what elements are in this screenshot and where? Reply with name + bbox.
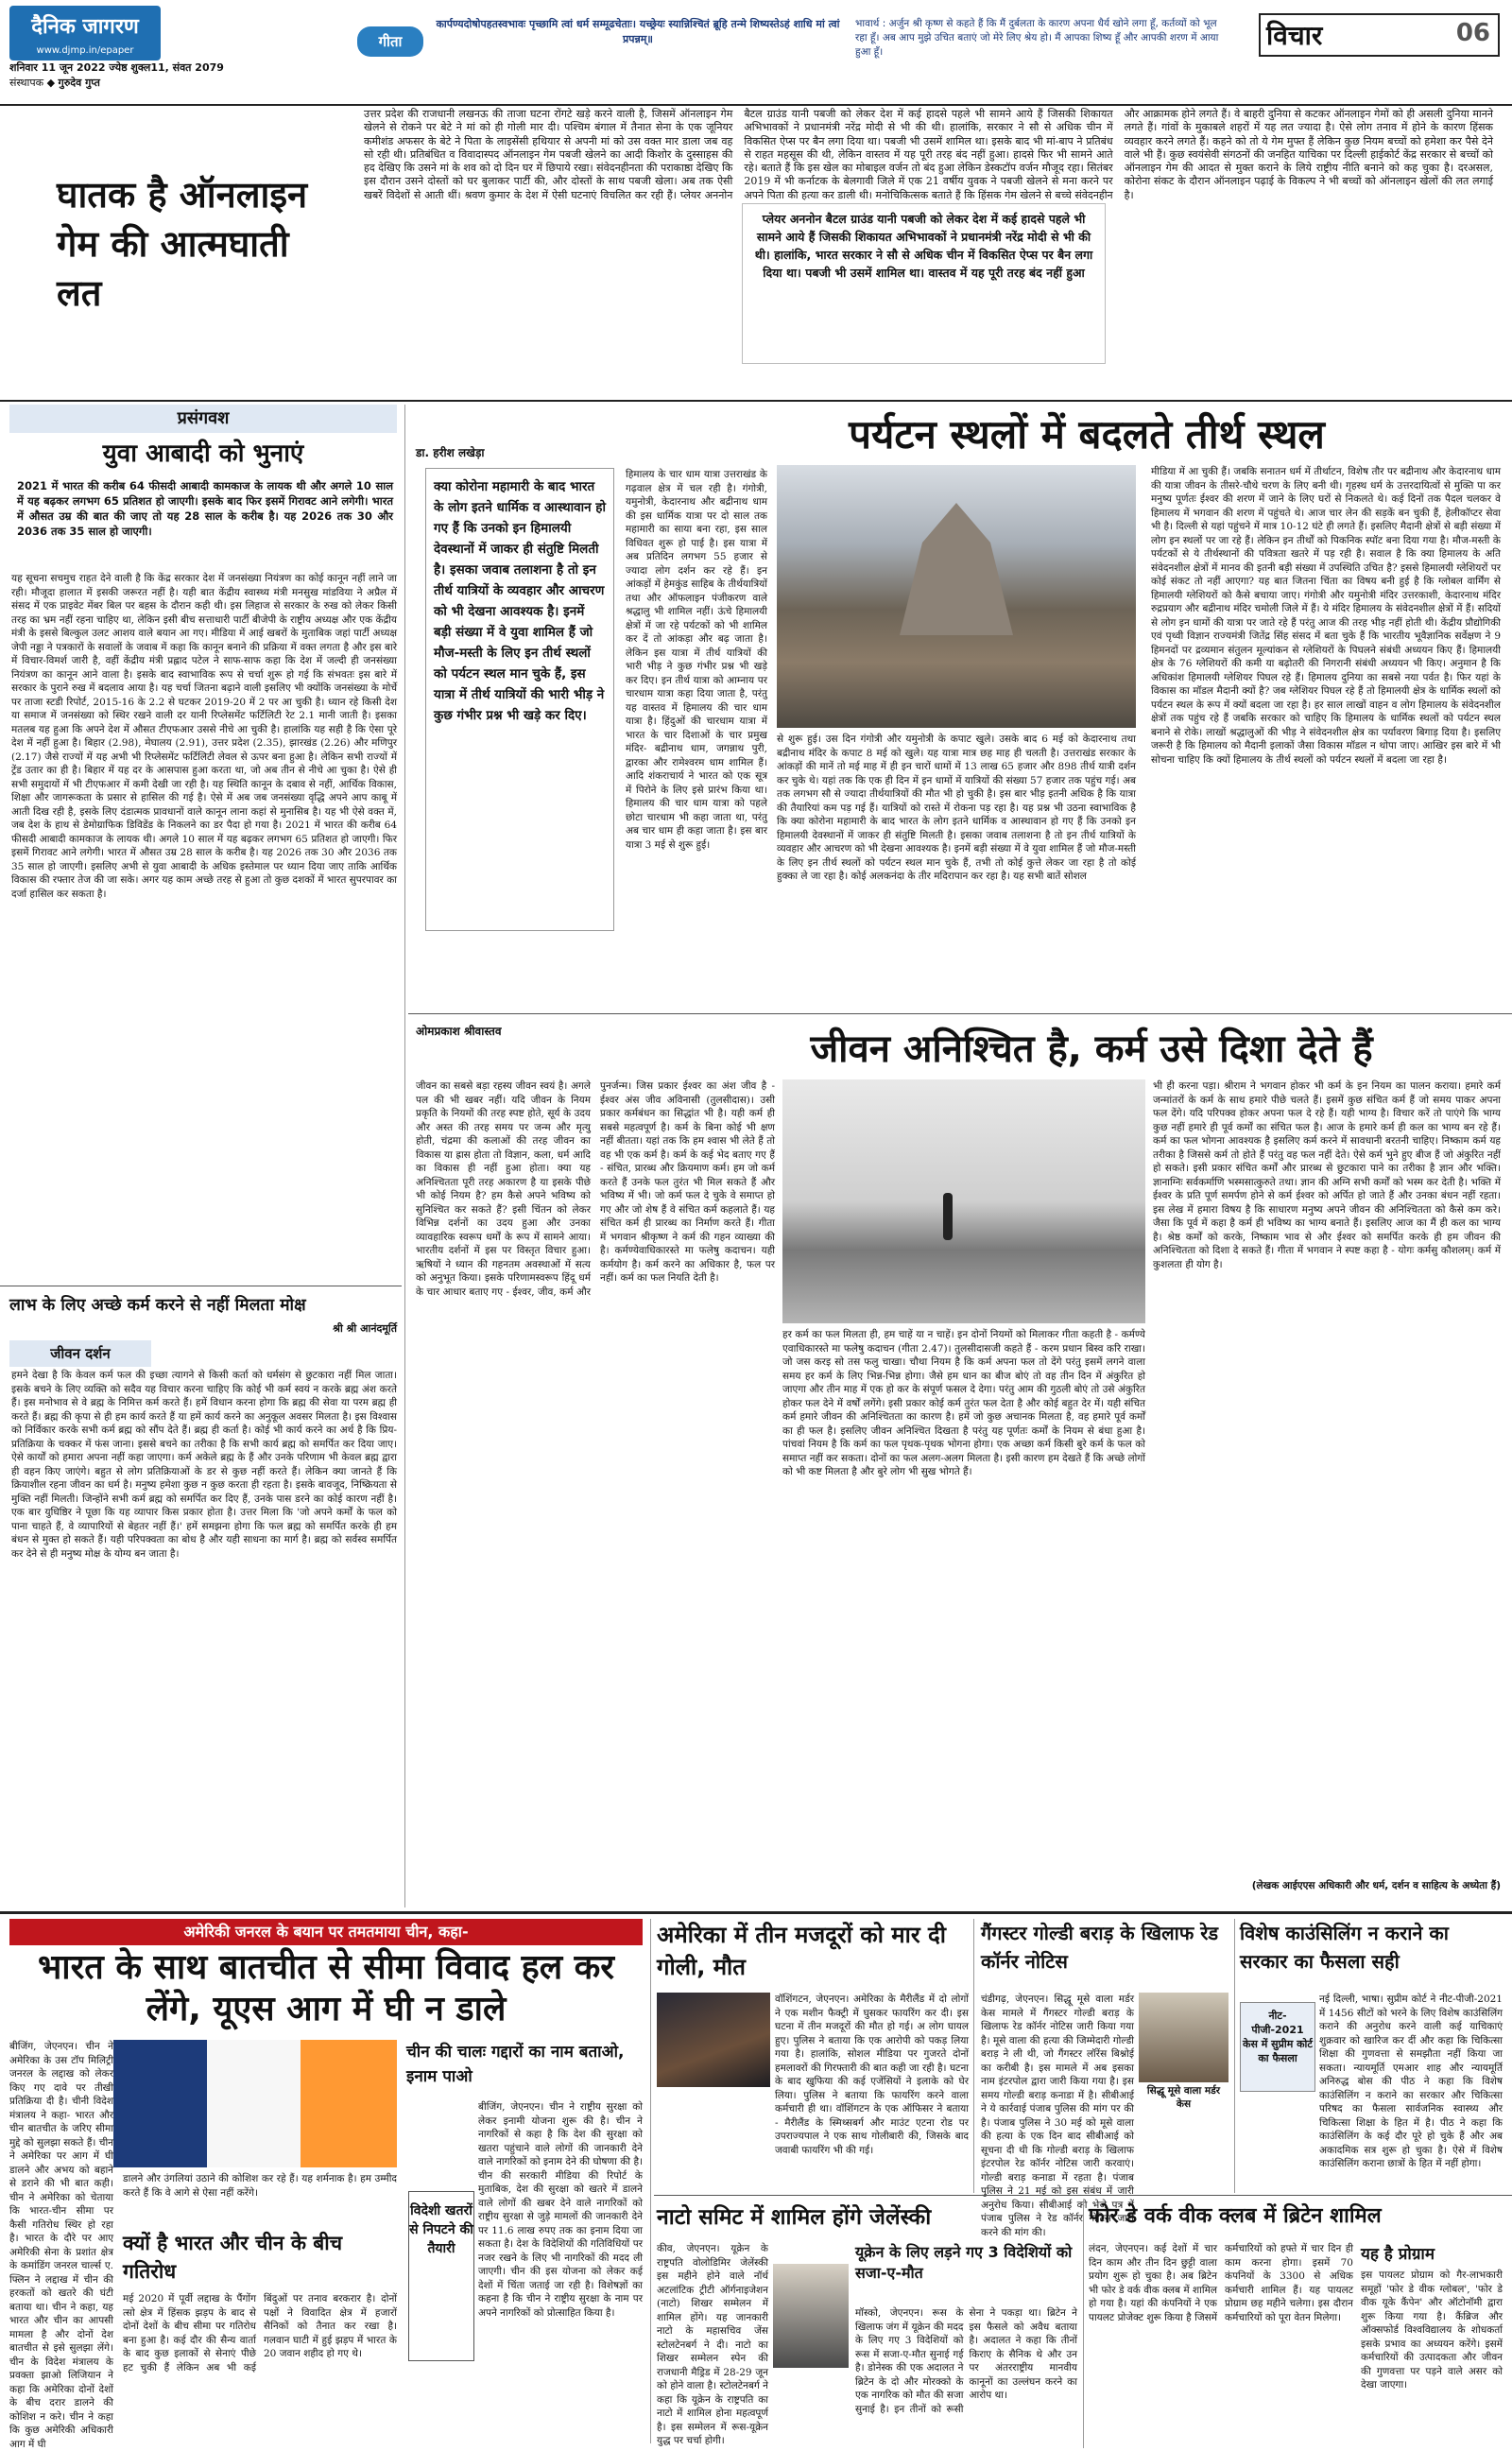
- editorial-quote: प्लेयर अननोन बैटल ग्राउंड यानी पबजी को लेकर देश में कई हादसे पहले भी सामने आये हैं जिसकी शिकायत अभिभावकों ने प्रधानमंत्री नरेंद्र मोदी से भी की थी। हालांकि, भारत सरकार ने सौ से अधिक चीन में विकसित ऐप्स पर बैन लगा दिया था। पबजी भी उसमें शामिल था। वास्तव में यह पूरी तरह बंद नहीं हुआ: [742, 203, 1106, 364]
- jeevan-title: जीवन अनिश्चित है, कर्म उसे दिशा देते हैं: [810, 1027, 1373, 1071]
- gita-label: गीता: [357, 26, 423, 57]
- ukraine-title: यूक्रेन के लिए लड़ने गए 3 विदेशियों को सजा-ए-मौत: [855, 2243, 1073, 2282]
- beach-silhouette-photo: [782, 1079, 1145, 1323]
- temple-shape: [900, 503, 1013, 635]
- tourism-title: पर्यटन स्थलों में बदलते तीर्थ स्थल: [849, 411, 1325, 457]
- goldy-title: गैंगस्टर गोल्डी बराड़ के खिलाफ रेड कॉर्नर नोटिस: [981, 1922, 1219, 1973]
- fourday-text2: इस पायलट प्रोग्राम को गैर-लाभकारी समूहों 'फोर डे वीक ग्लोबल', 'फोर डे वीक यूके कैंपेन' और ऑटोनॉमी द्वारा शुरू किया गया है। कैंब्रिज और ऑक्सफोर्ड विश्वविद्यालय के शोधकर्ता इसके प्रभाव का अध्ययन करेंगे। इसमें कर्मचारियों की उत्पादकता और जीवन की गुणवत्ता पर पड़ने वाले असर को देखा जाएगा।: [1361, 2270, 1503, 2391]
- prasangvash-label: प्रसंगवश: [9, 405, 397, 433]
- jeevan-col3: भी ही करना पड़ा। श्रीराम ने भगवान होकर भी कर्म के इन नियम का पालन कराया। हमारे कर्म जन्मांतरों के कर्म के साथ हमारे पीछे चलते हैं। इसमें कुछ संचित कर्म हैं जो समय पाकर अपना फल देंगे। यदि परिपक्व होकर अपना फल दे रहे हैं। यही भाग्य है। विचार करें तो पाएंगे कि भाग्य कुछ नहीं हमारे ही पूर्व कर्मों का संचित फल है। आज के हमारे कर्म ही कल का भाग्य बन रहे हैं। कर्म का फल भोगना आवश्यक है इसलिए कर्म करने में सावधानी बरतनी चाहिए। निष्काम कर्म यह तरीका है जिससे कर्म तो होते हैं परंतु वह फल नहीं देते। ऐसे कर्म भुने हुए बीज हैं जो अंकुरित नहीं हो सकते। इसी प्रकार संचित कर्मों और प्रारब्ध से छुटकारा पाने का तरीका है ज्ञान और भक्ति। ज्ञानाग्निः सर्वकर्माणि भस्मसात्कुरुते तथा। ज्ञान की अग्नि सभी कर्मों को भस्म कर देती है। भक्ति में ईश्वर के प्रति पूर्ण समर्पण होने से कर्म ईश्वर को अर्पित हो जाते हैं और उनका बंधन नहीं रहता। इस लेख में हमारा विषय है कि साधारण मनुष्य अपने जीवन की अनिश्चितता को कैसे कम करे। जैसा कि पूर्व में कहा है कर्म ही भविष्य का भाग्य बनाते हैं। इसलिए आज का मैं ही कल का भाग्य है। श्रेष्ठ कर्मों को करके, निष्काम भाव से और ईश्वर को समर्पित करके ही हम जीवन की अनिश्चितता को दिशा दे सकते हैं। गीता में भगवान ने स्पष्ट कहा है - योगः कर्मसु कौशलम्। कर्म में कुशलता ही योग है।: [1153, 1080, 1501, 1270]
- us-india-china-flags-photo: [113, 2040, 397, 2167]
- fourday-subhead: यह है प्रोग्राम: [1361, 2245, 1435, 2264]
- nato-title: नाटो समिट में शामिल होंगे जेलेंस्की: [657, 2205, 932, 2230]
- china-col1: बीजिंग, जेएनएन। चीन ने अमेरिका के उस टॉप मिलिट्री जनरल के लद्दाख को लेकर किए गए दावे पर तीखी प्रतिक्रिया दी है। चीनी विदेश मंत्रालय ने कहा- भारत और चीन बातचीत के जरिए सीमा मुद्दे को सुलझा सकते हैं। चीन ने अमेरिका पर आग में घी डालने और अभय को बहाने से डराने की भी बात कही। चीन ने अमेरिका को चेताया कि भारत-चीन सीमा पर कैसी गतिरोध स्थिर हो रहा है। भारत के दौरे पर आए अमेरिकी सेना के प्रशांत क्षेत्र के कमांडिंग जनरल चार्ल्स ए. फ्लिन ने लद्दाख में चीन की हरकतों को खतरे की घंटी बताया था। चीन ने कहा, यह भारत और चीन का आपसी मामला है और दोनों देश बातचीत से इसे सुलझा लेंगे। चीन के विदेश मंत्रालय के प्रवक्ता झाओ लिजियान ने कहा कि अमेरिका दोनों देशों के बीच दरार डालने की कोशिश न करे। चीन ने कहा कि कुछ अमेरिकी अधिकारी आग में घी: [9, 2041, 113, 2450]
- issue-date: शनिवार 11 जून 2022 ज्येष्ठ शुक्ल11, संवत 2079: [9, 61, 224, 74]
- nato-text: कीव, जेएनएन। यूक्रेन के राष्ट्रपति वोलोडिमिर जेलेंस्की इस महीने होने वाले नॉर्थ अटलांटिक ट्रीटी ऑर्गनाइजेशन (नाटो) शिखर सम्मेलन में शामिल होंगे। यह जानकारी नाटो के महासचिव जेंस स्टोलटेनबर्ग ने दी। नाटो का शिखर सम्मेलन स्पेन की राजधानी मैड्रिड में 28-29 जून को होने वाला है। स्टोलटेनबर्ग ने कहा कि यूक्रेन के राष्ट्रपति का नाटो में शामिल होना महत्वपूर्ण है। इस सम्मेलन में रूस-यूक्रेन युद्ध पर चर्चा होगी।: [657, 2243, 768, 2446]
- newspaper-logo: दैनिक जागरण: [31, 15, 139, 39]
- masthead-logo-block: [9, 6, 161, 60]
- goldy-photo-caption: सिद्धू मूसे वाला मर्डर केस: [1146, 2085, 1221, 2110]
- tourism-col2: से शुरू हुई। उस दिन गंगोत्री और यमुनोत्री के कपाट खुले। उसके बाद 6 मई को केदारनाथ तथा बद्रीनाथ मंदिर के कपाट 8 मई को खुले। यह यात्रा मात्र छह माह ही चलती है। उत्तराखंड सरकार के आंकड़ों की मानें तो मई माह में ही इन चारों धामों में 13 लाख 65 हजार और 898 तीर्थ यात्री दर्शन कर चुके थे। यहां तक कि एक ही दिन में इन धामों में यात्रियों की संख्या 57 हजार तक पहुंच गई। अब तक लगभग सौ से ज्यादा तीर्थयात्रियों की मौत भी हो चुकी है। इस बार भीड़ इतनी अधिक है कि यात्रा की तैयारियां कम पड़ गई हैं। यात्रियों को रास्ते में रोकना पड़ रहा है। यह प्रश्न भी उठना स्वाभाविक है कि क्या कोरोना महामारी के बाद भारत के लोग इतने धार्मिक व आस्थावान हो गए हैं कि उनको इन हिमालयी देवस्थानों में जाकर ही संतुष्टि मिलती है। इसका जवाब तलाशना है तो इन तीर्थ यात्रियों के व्यवहार और आचरण को भी देखना आवश्यक है। इनमें बड़ी संख्या में वे युवा शामिल हैं जो मौज-मस्ती के लिए इन तीर्थ स्थलों को पर्यटन स्थल मान चुके हैं, तभी तो कोई कुत्ते लेकर जा रहा है तो कोई हुक्का ले जा रहा है। कोई अलकनंदा के तीर मदिरापान कर रहा है। यह सभी बातें सोशल: [777, 734, 1136, 882]
- fourday-title: फोर डे वर्क वीक क्लब में ब्रिटेन शामिल: [1089, 2204, 1382, 2228]
- prasangvash-title: युवा आबादी को भुनाएं: [102, 440, 304, 468]
- moksha-title: लाभ के लिए अच्छे कर्म करने से नहीं मिलता मोक्ष: [9, 1296, 306, 1315]
- goldy-brar-photo: [1139, 1993, 1228, 2082]
- editorial-title: घातक है ऑनलाइन गेम की आत्मघाती लत: [57, 174, 308, 314]
- moksha-text: हमने देखा है कि केवल कर्म फल की इच्छा त्यागने से किसी कर्ता को धर्मसंग से छुटकारा नहीं मिल जाता। इसके बचने के लिए व्यक्ति को सदैव यह विचार करना चाहिए कि कोई भी कर्म स्वयं न करके ब्रह्म अंश करते हैं। इस मनोभाव से वे ब्रह्म के निमित्त कर्म करते हैं। हमें विधान करना होगा कि ब्रह्म की सेवा या परम ब्रह्म ही करते हैं। ब्रह्म की कृपा से ही हम कार्य करते हैं या हमें कार्य करने का अनुकूल अवसर मिलता है। इस विश्वास को निर्विकार करके सभी कर्म ब्रह्म को सौंप देते हैं। ब्रह्म ही कर्ता है। कोई भी कार्य करने का अर्थ है कि प्रिय-प्रतिक्रिया के चक्कर में फंस जाना। इससे बचने का तरीका है कि सभी कार्य ब्रह्म को समर्पित कर दिया जाए। ऐसे कार्यों को हमारा अपना नहीं कहा जाएगा। कर्म अकेले ब्रह्म के हैं और उनके परिणाम भी केवल ब्रह्म द्वारा ही वहन किए जाएंगे। बहुत से लोग प्रतिक्रियाओं के डर से कुछ नहीं करते हैं। लेकिन क्या जानते हैं कि क्रियाशील रहना जीवन का धर्म है। मनुष्य हमेशा कुछ न कुछ करता ही रहता है। इसके बावजूद, निष्क्रियता से मुक्ति नहीं मिलती। जिन्होंने सभी कर्म ब्रह्म को समर्पित कर दिए हैं, उनके पास डरने का कोई कारण नहीं है। एक बार युधिष्ठिर ने पूछा कि यह व्यापार किस प्रकार होता है। उत्तर मिला कि 'जो अपने कर्मों के फल को पाना चाहते हैं, वे व्यापारियों से बेहतर नहीं हैं।' हमें समझना होगा कि फल ब्रह्म को समर्पित करके ही हम बंधन से मुक्त हो सकते हैं। यही परिपक्वता का बोध है और यही साधना का मार्ग है। ब्रह्म को सर्वस्व समर्पित कर देने से ही मनुष्य मोक्ष के योग्य बन जाता है।: [11, 1370, 397, 1560]
- epaper-url[interactable]: www.djmp.in/epaper: [36, 45, 134, 56]
- jeevan-darshan-label: जीवन दर्शन: [9, 1340, 151, 1367]
- jeevan-col2: हर कर्म का फल मिलता ही, हम चाहें या न चाहें। इन दोनों नियमों को मिलाकर गीता कहती है - कर्मण्ये एवाधिकारस्ते मा फलेषु कदाचन (गीता 2.47)। तुलसीदासजी कहते हैं - करम प्रधान बिस्व करि राखा। जो जस करइ सो तस फलु चाखा। चौथा नियम है कि कर्म अपना फल तो देंगे परंतु इसमें लगने वाला समय हर कर्म के लिए भिन्न-भिन्न होगा। जैसे हम धान का बीज बोएं तो वह तीन दिन में अंकुरित हो जाएगा और तीन माह में एक हो कर के संपूर्ण फसल दे देगा। परंतु आम की गुठली बोएं तो उसे अंकुरित होकर फल देने में वर्षों लगेंगे। इसी प्रकार कोई कर्म तुरंत फल देता है और कोई बहुत देर में। यही संचित कर्म हमारे जीवन की अनिश्चितता का कारण है। हमें जो कुछ अचानक मिलता है, वह हमारे पूर्व कर्मों का ही फल है। इसलिए जीवन अनिश्चित दिखता है परंतु यह पूर्णतः कर्मों के नियम से बंधा हुआ है। पांचवां नियम है कि कर्म का फल पृथक-पृथक भोगना होगा। एक अच्छा कर्म किसी बुरे कर्म के फल को समाप्त नहीं कर सकता। दोनों का फल अलग-अलग मिलता है। इसी कारण हम देखते हैं कि अच्छे लोगों को भी कष्ट मिलता है और बुरे लोग भी सुख भोगते हैं।: [782, 1329, 1145, 1477]
- moksha-author: श्री श्री आनंदमूर्ति: [333, 1322, 397, 1335]
- section-name: विचार: [1266, 20, 1323, 51]
- editor-name: गुरुदेव गुप्त: [58, 77, 100, 89]
- neet-title: विशेष काउंसिलिंग न कराने का सरकार का फैसला सही: [1240, 1922, 1449, 1973]
- china-subhead: क्यों है भारत और चीन के बीच गतिरोध: [123, 2232, 343, 2283]
- reward-title: चीन की चालः गद्दारों का नाम बताओ, इनाम पाओ: [406, 2043, 625, 2086]
- prasangvash-deck: 2021 में भारत की करीब 64 फीसदी आबादी कामकाज के लायक थी और अगले 10 साल में यह बढ़कर लगभग 65 प्रतिशत हो जाएगी। इसके बाद फिर इसमें गिरावट आने लगेगी। भारत में औसत उम्र की बात की जाए तो यह 28 साल के करीब है। यह 2026 तक 30 और 2036 तक 35 साल हो जाएगी।: [17, 479, 393, 538]
- gita-shloka: कार्पण्यदोषोपहतस्वभावः पृच्छामि त्वां धर्म सम्मूढचेताः। यच्छ्रेयः स्यान्निश्चितं ब्रूहि तन्मे शिष्यस्तेऽहं शाधि मां त्वां प्रपन्नम्॥: [436, 18, 840, 45]
- ukraine-text: मॉस्को, जेएनएन। रूस के खिलाफ जंग में यूक्रेन की मदद के लिए गए 3 विदेशियों को रूस में सजा-ए-मौत सुनाई गई है। डोनेस्क की एक अदालत ने ब्रिटेन के दो और मोरक्को के एक नागरिक को मौत की सजा सुनाई है। इन तीनों को रूसी सेना ने पकड़ा था। ब्रिटेन ने इस फैसले को अवैध बताया है। अदालत ने कहा कि तीनों किराए के सैनिक थे और उन पर अंतरराष्ट्रीय मानवीय कानूनों का उल्लंघन करने का आरोप था।: [855, 2307, 1077, 2415]
- section-title: [1259, 13, 1500, 57]
- fourday-text: लंदन, जेएनएन। कई देशों में चार दिन काम और तीन दिन छुट्टी वाला प्रयोग शुरू हो चुका है। अब ब्रिटेन भी फोर डे वर्क वीक क्लब में शामिल हो गया है। यहां की कंपनियों ने एक पायलट प्रोजेक्ट शुरू किया है जिसमें कर्मचारियों को हफ्ते में चार दिन ही काम करना होगा। इसमें 70 कंपनियों के 3300 से अधिक कर्मचारी शामिल हैं। यह पायलट प्रोग्राम छह महीने चलेगा। इस दौरान कर्मचारियों को पूरा वेतन मिलेगा।: [1089, 2243, 1353, 2323]
- goldy-text: चंडीगढ़, जेएनएन। सिद्धू मूसे वाला मर्डर केस मामले में गैंगस्टर गोल्डी बराड़ के खिलाफ रेड कॉर्नर नोटिस जारी किया गया है। मूसे वाला की हत्या की जिम्मेदारी गोल्डी बराड़ ने ली थी, जो गैंगस्टर लॉरेंस बिश्नोई का करीबी है। इस मामले में अब इसका नाम इंटरपोल द्वारा जारी किया गया है। इस समय गोल्डी बराड़ कनाडा में है। सीबीआई ने ये कार्रवाई पंजाब पुलिस की मांग पर की है। पंजाब पुलिस ने 30 मई को मूसे वाला की हत्या के एक दिन बाद सीबीआई को सूचना दी थी कि गोल्डी बराड़ के खिलाफ इंटरपोल रेड कॉर्नर नोटिस जारी करवाएं। गोल्डी बराड़ कनाडा में रहता है। पंजाब पुलिस ने 21 मई को इस संबंध में जारी अनुरोध किया। सीबीआई को भेजे पत्र में पंजाब पुलिस ने रेड कॉर्नर नोटिस जारी करने की मांग की।: [981, 1994, 1134, 2238]
- jeevan-footnote: (लेखक आईएएस अधिकारी और धर्म, दर्शन व साहित्य के अध्येता हैं): [1251, 1880, 1501, 1891]
- prasangvash-text: यह सूचना सचमुच राहत देने वाली है कि केंद्र सरकार देश में जनसंख्या नियंत्रण का कोई कानून नहीं लाने जा रही। मौजूदा हालात में इसकी जरूरत नहीं है। यही बात केंद्रीय स्वास्थ्य मंत्री मनसुख मांडविया ने अप्रैल में संसद में एक प्राइवेट मेंबर बिल पर बहस के दौरान कही थी। इस लिहाज से सरकार के रुख को लेकर किसी तरह का भ्रम नहीं रहना चाहिए था, लेकिन इसी बीच सत्ताधारी पार्टी बीजेपी के राष्ट्रीय अध्यक्ष और एक केंद्रीय मंत्री के इससे बिल्कुल उलट आशय वाले बयान आ गए। मीडिया में आई खबरों के मुताबिक जहां पार्टी अध्यक्ष जेपी नड्डा ने पत्रकारों के सवालों के जवाब में कहा कि कानून बनाने की प्रक्रिया में वक्त लगता है और इस बारे में विचार-विमर्श जारी है, वहीं केंद्रीय मंत्री प्रह्लाद पटेल ने साफ-साफ कहा कि देश में जल्दी ही जनसंख्या नियंत्रण का कानून आने वाला है। इसके बाद स्वाभाविक रूप से चर्चा शुरू हो गई कि संभवतः इस बारे में सरकार के पुराने रुख में बदलाव आया है। यह चर्चा जितना बढ़ाने वाली इसलिए भी क्योंकि जनसंख्या के मोर्चे पर ताजा स्टडी रिपोर्ट, 2015-16 के 2.2 से घटकर 2019-20 में 2 पर आ चुकी है। ध्यान रहे किसी देश या समाज में जनसंख्या को स्थिर रखने वाली दर यानी रिप्लेसमेंट फर्टिलिटी रेट 2.1 मानी जाती है। इसका मतलब यह हुआ कि अपने देश में औसत टीएफआर उससे नीचे आ चुकी है। हालांकि यह सही है कि ऐसा पूरे देश में नहीं हुआ है। बिहार (2.98), मेघालय (2.91), उत्तर प्रदेश (2.35), झारखंड (2.26) और मणिपुर (2.17) जैसे राज्यों में यह अभी भी रिप्लेसमेंट फर्टिलिटी लेवल से ऊपर बना हुआ है। लेकिन सभी राज्यों में ट्रेंड उतार का ही है। बिहार में यह दर के आसपास हुआ करता था, जो अब तीन से नीचे आ चुका है। ऐसे ही सभी समुदायों में भी टीएफआर में कमी देखी जा रही है। यह स्थिति कानून के दबाव से नहीं, आर्थिक विकास, शिक्षा और जागरूकता के प्रसार से हासिल की गई है। ऐसे में अब जब जनसंख्या वृद्धि अपने आप काबू में आती दिख रही है, इसके लिए दंडात्मक प्रावधानों वाले कानून लाना कहां से मुनासिब है। यह भी ऐसे वक्त में, जब देश के हाथ से डेमोग्राफिक डिविडेंड के निकलने का डर पैदा हो गया है। 2021 में भारत की करीब 64 फीसदी आबादी कामकाज के लायक थी। अगले 10 साल में यह बढ़कर लगभग 65 प्रतिशत हो जाएगी। फिर इसमें गिरावट आने लगेगी। भारत में औसत उम्र 28 साल के करीब है। यह 2026 तक 30 और 2036 तक 35 साल हो जाएगी। इसलिए अभी से युवा आबादी के अधिक इस्तेमाल पर ध्यान दिया जाए ताकि आर्थिक विकास की रफ्तार तेज की जा सके। अगर यह काम अच्छे तरह से हुआ तो कुछ दशकों में भारत सुपरपावर का दर्जा हासिल कर सकता है।: [11, 573, 397, 900]
- reward-text: बीजिंग, जेएनएन। चीन ने राष्ट्रीय सुरक्षा को लेकर इनामी योजना शुरू की है। चीन ने नागरिकों से कहा है कि देश की सुरक्षा को खतरा पहुंचाने वाले लोगों की जानकारी देने वाले नागरिकों को इनाम देने की घोषणा की है। चीन की सरकारी मीडिया की रिपोर्ट के मुताबिक, देश की सुरक्षा को खतरे में डालने वाले लोगों की खबर देने वाले नागरिकों को राष्ट्रीय सुरक्षा से जुड़े मामलों की जानकारी देने पर 11.6 लाख रुपए तक का इनाम दिया जा सकता है। देश के विदेशियों की गतिविधियों पर नजर रखने के लिए भी नागरिकों की मदद ली जाएगी। चीन की इस योजना को लेकर कई देशों में चिंता जताई जा रही है। विशेषज्ञों का कहना है कि चीन ने राष्ट्रीय सुरक्षा के नाम पर अपने नागरिकों को प्रोत्साहित किया है।: [478, 2101, 643, 2319]
- jeevan-author: ओमप्रकाश श्रीवास्तव: [416, 1025, 502, 1038]
- china-kicker: अमेरिकी जनरल के बयान पर तमतमाया चीन, कहा-: [9, 1919, 643, 1945]
- tourism-col1: हिमालय के चार धाम यात्रा उत्तराखंड के गढ़वाल क्षेत्र में चल रही है। गंगोत्री, यमुनोत्री, केदारनाथ और बद्रीनाथ धाम की इस धार्मिक यात्रा पर दो साल तक महामारी का साया बना रहा, इस साल विधिवत शुरू हो पाई है। इस यात्रा में अब प्रतिदिन लगभग 55 हजार से ज्यादा लोग दर्शन कर रहे हैं। इन आंकड़ों में हेमकुंड साहिब के तीर्थयात्रियों तथा और ऑफलाइन पंजीकरण वाले श्रद्धालु भी शामिल नहीं। ऊंचे हिमालयी क्षेत्रों में जा रहे पर्यटकों को भी शामिल कर दें तो आंकड़ा और बढ़ जाता है। लेकिन इस यात्रा में तीर्थ यात्रियों की भारी भीड़ ने कुछ गंभीर प्रश्न भी खड़े कर दिए। इन तीर्थ यात्रा को आम्नाय पर चारधाम यात्रा कहा दिया जाता है, परंतु यह वास्तव में हिमालय की चार धाम यात्रा है। हिंदुओं की चारधाम यात्रा में भारत के चार दिशाओं के चार प्रमुख मंदिर- बद्रीनाथ धाम, जगन्नाथ पुरी, द्वारका और रामेश्वरम धाम शामिल हैं। आदि शंकराचार्य ने भारत को एक सूत्र में पिरोने के लिए इसे प्रारंभ किया था। हिमालय की चार धाम यात्रा को पहले छोटा चारधाम भी कहा जाता था, परंतु अब चार धाम ही कहा जाता है। इस बार यात्रा 3 मई से शुरू हुई।: [626, 469, 767, 851]
- neet-box: नीट-पीजी-2021 केस में सुप्रीम कोर्ट का फैसला: [1240, 2002, 1315, 2092]
- china-title: भारत के साथ बातचीत से सीमा विवाद हल कर लेंगे, यूएस आग में घी न डाले: [37, 1948, 615, 2028]
- usa-title: अमेरिका में तीन मजदूरों को मार दी गोली, मौत: [657, 1922, 946, 1980]
- usa-text: वॉशिंगटन, जेएनएन। अमेरिका के मैरीलैंड में दो लोगों ने एक मशीन फैक्ट्री में घुसकर फायरिंग कर दी। इस घटना में तीन मजदूरों की मौत हो गई। अ लोग घायल हुए। पुलिस ने बताया कि एक आरोपी को पकड़ लिया गया है। हालांकि, सोशल मीडिया पर गुजरते दोनों हमलावरों की गिरफ्तारी की बात कही जा रही है। घटना के बाद खुफिया की कई एजेंसियों ने इलाके को घेर लिया। पुलिस ने बताया कि फायरिंग करने वाला कर्मचारी ही था। वॉशिंगटन के एक ऑफिसर ने बताया - मैरीलैंड के स्मिथ्सबर्ग और माउंट एटना रोड पर उपराज्यपाल ने एक साथ गोलीबारी की, जिसके बाद जवाबी फायरिंग भी की गई।: [775, 1994, 969, 2156]
- reward-box: विदेशी खतरों से निपटने की तैयारी: [408, 2191, 474, 2361]
- china-col3: मई 2020 में पूर्वी लद्दाख के पैंगोंग त्सो क्षेत्र में हिंसक झड़प के बाद से दोनों देशों के बीच सीमा पर गतिरोध बना हुआ है। कई दौर की सैन्य वार्ता के बाद कुछ इलाकों से सेनाएं पीछे हट चुकी हैं लेकिन अब भी कई बिंदुओं पर तनाव बरकरार है। दोनों पक्षों ने विवादित क्षेत्र में हजारों सैनिकों को तैनात कर रखा है। गलवान घाटी में हुई झड़प में भारत के 20 जवान शहीद हो गए थे।: [123, 2293, 397, 2373]
- person-silhouette: [943, 1193, 953, 1240]
- tourism-quote: क्या कोरोना महामारी के बाद भारत के लोग इतने धार्मिक व आस्थावान हो गए हैं कि उनको इन हिमालयी देवस्थानों में जाकर ही संतुष्टि मिलती है। इसका जवाब तलाशना है तो इन तीर्थ यात्रियों के व्यवहार और आचरण को भी देखना आवश्यक है। इनमें बड़ी संख्या में वे युवा शामिल हैं जो मौज-मस्ती के लिए इन तीर्थ स्थलों को पर्यटन स्थल मान चुके हैं, इस यात्रा में तीर्थ यात्रियों की भारी भीड़ ने कुछ गंभीर प्रश्न भी खड़े कर दिए।: [425, 468, 614, 931]
- tourism-col3: मीडिया में आ चुकी हैं। जबकि सनातन धर्म में तीर्थाटन, विशेष तौर पर बद्रीनाथ और केदारनाथ धाम की यात्रा जीवन के तीसरे-चौथे चरण के लिए बनी थी। गृहस्थ धर्म के उत्तरदायित्वों से मुक्ति पा कर मनुष्य पूर्णतः ईश्वर की शरण में जाने के लिए घरों से निकलते थे। कई दिनों तक पैदल चलकर वे हिमालय में भगवान की शरण में पहुंचते थे। आज चार लेन की सड़कें बन चुकी हैं, हेलीकॉप्टर सेवा भी है। दिल्ली से यहां पहुंचने में मात्र 10-12 घंटे ही लगते हैं। इसलिए मैदानी क्षेत्रों से बड़ी संख्या में लोग इन स्थलों पर जा रहे हैं। लेकिन इन तीर्थों को पिकनिक स्पॉट बना दिया गया है। मौज-मस्ती के पर्यटकों से ये तीर्थस्थानों की पवित्रता खतरे में पड़ रही है। सवाल है कि क्या हिमालय के अति संवेदनशील क्षेत्रों में मानव की इतनी बड़ी संख्या में उपस्थिति उचित है? इससे हिमालयी ग्लेशियरों पर कोई संकट तो नहीं आएगा? यह बात जितना चिंता का विषय बनी हुई है कि ग्लोबल वार्मिंग से हिमालयी ग्लेशियरों को कैसे बचाया जाए। गंगोत्री और यमुनोत्री मंदिर उत्तरकाशी, केदारनाथ मंदिर रुद्रप्रयाग और बद्रीनाथ मंदिर चमोली जिले में हैं। ये मंदिर हिमालय के संवेदनशील क्षेत्रों में हैं। सदियों से लोग इन धामों की यात्रा पर जाते रहे हैं परंतु आज की तरह भीड़ नहीं होती थी। केंद्रीय प्रौद्योगिकी एवं पृथ्वी विज्ञान राज्यमंत्री जितेंद्र सिंह संसद में बता चुके हैं कि भारतीय भूवैज्ञानिक सर्वेक्षण ने 9 हिमनदों पर द्रव्यमान संतुलन मूल्यांकन से ग्लेशियरों के पिघलने संबंधी अध्ययन किए हैं। हिमालयी क्षेत्र के 76 ग्लेशियरों की कमी या बढ़ोतरी की निगरानी संबंधी अध्ययन भी किए। अनुमान है कि अधिकांश हिमालयी ग्लेशियर पिघल रहे हैं। हिमालय दुनिया का सबसे नया पर्वत है। फिर यहां के विकास का मॉडल मैदानी क्यों है? जब ग्लेशियर पिघल रहे हैं तो हिमालयी क्षेत्र के धार्मिक स्थलों को पर्यटन स्थल के रूप में क्यों बदला जा रहा है। हर साल लाखों वाहन व लोग हिमालय के संवेदनशील क्षेत्रों तक पहुंच रहे हैं जबकि सरकार को चाहिए कि हिमालय के धार्मिक स्थलों को पर्यटन स्थल बनाने से रोके। लाखों श्रद्धालुओं की भीड़ ने संवेदनशील क्षेत्र का पर्यावरण बिगाड़ दिया है। इसलिए जरूरी है कि हिमालय को मैदानी इलाकों जैसा विकास मॉडल न थोपा जाए। आखिर इस बारे में भी सोचना चाहिए कि क्यों हिमालय के तीर्थ स्थलों को पर्यटन स्थलों में बदला जा रहा है।: [1151, 466, 1501, 766]
- neet-text: नई दिल्ली, भाषा। सुप्रीम कोर्ट ने नीट-पीजी-2021 में 1456 सीटों को भरने के लिए विशेष काउंसिलिंग कराने की अनुरोध करने वाली कई याचिकाएं शुक्रवार को खारिज कर दीं और कहा कि चिकित्सा शिक्षा की गुणवत्ता से समझौता नहीं किया जा सकता। न्यायमूर्ति एमआर शाह और न्यायमूर्ति अनिरुद्ध बोस की पीठ ने कहा कि विशेष काउंसिलिंग न कराने का सरकार और चिकित्सा परिषद का फैसला सार्वजनिक स्वास्थ्य और चिकित्सा शिक्षा के हित में है। पीठ ने कहा कि काउंसिलिंग के कई दौर पूरे हो चुके हैं और अब अकादमिक सत्र शुरू हो चुका है। ऐसे में विशेष काउंसिलिंग कराना छात्रों के हित में नहीं होगा।: [1319, 1994, 1503, 2169]
- zelensky-photo: [773, 2264, 849, 2368]
- kedarnath-crowd-photo: [777, 465, 1136, 728]
- tourism-author: डा. हरीश लखेड़ा: [416, 446, 485, 459]
- china-col2: डालने और उंगलियां उठाने की कोशिश कर रहे हैं। यह शर्मनाक है। हम उम्मीद करते हैं कि वे आगे से ऐसा नहीं करेंगे।: [123, 2173, 397, 2199]
- editor-label: संस्थापक: [9, 77, 44, 89]
- page-number: 06: [1455, 19, 1490, 47]
- editorial-text: उत्तर प्रदेश की राजधानी लखनऊ की ताजा घटना रोंगटे खड़े करने वाली है, जिसमें ऑनलाइन गेम खेलने से रोकने पर बेटे ने मां को ही गोली मार दी। पश्चिम बंगाल में तैनात सेना के एक जूनियर कमीशंड अफसर के बेटे ने पिता के लाइसेंसी हथियार से अपनी मां को उस वक्त मार डाला जब वह सो रही थी। प्रतिबंधित व विवादास्पद ऑनलाइन गेम पबजी खेलने का आदी किशोर के दुस्साहस की हद देखिए कि उसने मां के शव को दो दिन घर में छिपाये रखा। संवेदनहीनता की पराकाष्ठा देखिए कि इस दौरान उसने दोस्तों को घर बुलाकर पार्टी की, और दोस्तों के साथ पबजी खेला। अब तक ऐसी खबरें विदेशों से आती थीं। श्रवण कुमार के देश में ऐसी घटनाएं विचलित कर रही हैं। प्लेयर अननोन बैटल ग्राउंड यानी पबजी को लेकर देश में कई हादसे पहले भी सामने आये हैं जिसकी शिकायत अभिभावकों ने प्रधानमंत्री नरेंद्र मोदी से भी की थी। हालांकि, सरकार ने सौ से अधिक चीन में विकसित ऐप्स पर बैन लगा दिया था। पबजी भी उसमें शामिल था। इसके बाद भी मां-बाप ने प्रतिबंध से राहत महसूस की थी, लेकिन वास्तव में यह पूरी तरह बंद नहीं हुआ। हादसे फिर भी सामने आते रहे। बताते हैं कि इस खेल का मोबाइल वर्जन तो बंद हुआ लेकिन डेस्कटॉप वर्जन मौजूद रहा। सितंबर 2019 में भी कर्नाटक के बेलगावी जिले में एक 21 वर्षीय युवक ने पबजी खेलने से मना करने पर अपने पिता की हत्या कर डाली थी। मनोचिकित्सक बताते हैं कि हिंसक गेम खेलने से बच्चे संवेदनहीन और आक्रामक होने लगते हैं। वे बाहरी दुनिया से कटकर ऑनलाइन गेमों को ही असली दुनिया मानने लगते हैं। गांवों के मुकाबले शहरों में यह लत ज्यादा है। ऐसे लोग तनाव में होने के कारण हिंसक व्यवहार करने लगते हैं। कहने को तो ये गेम मुफ्त हैं लेकिन कुछ नियम बच्चों को हमेशा कर पैसे देने वाले भी हैं। कुछ स्वयंसेवी संगठनों की जनहित याचिका पर दिल्ली हाईकोर्ट केंद्र सरकार से बच्चों को ऑनलाइन गेम की आदत से मुक्त कराने के लिये राष्ट्रीय नीति बनाने को कह चुका है। दरअसल, कोरोना संकट के दौरान ऑनलाइन पढ़ाई के विकल्प ने भी बच्चों को ऑनलाइन खेलों की लत लगाई है।: [364, 108, 1493, 201]
- gita-bhavarth: भावार्थ : अर्जुन श्री कृष्ण से कहते हैं कि मैं दुर्बलता के कारण अपना धैर्य खोने लगा हूँ, कर्तव्यों को भूल रहा हूँ। अब आप मुझे उचित बताएं जो मेरे लिए श्रेय हो। मैं आपका शिष्य हूँ और आपकी शरण में आया हुआ हूँ।: [855, 18, 1219, 58]
- editor-line: संस्थापक ◆ गुरुदेव गुप्त: [9, 77, 100, 89]
- jeevan-col1: जीवन का सबसे बड़ा रहस्य जीवन स्वयं है। अगले पल की भी खबर नहीं। यदि जीवन के नियम प्रकृति के नियमों की तरह स्पष्ट होते, सूर्य के उदय और अस्त की तरह समय पर जन्म और मृत्यु होती, चंद्रमा की कलाओं की तरह जीवन का विकास या ह्रास होता तो विज्ञान, कला, धर्म आदि का विकास ही नहीं हुआ होता। क्या यह अनिश्चितता पूरी तरह अकारण है या इसके पीछे भी कोई नियम है? हम कैसे अपने भविष्य को सुनिश्चित कर सकते हैं? इसी चिंतन को लेकर विभिन्न दर्शनों का उदय हुआ और उनका व्यावहारिक स्वरूप धर्मों के रूप में सामने आया। भारतीय दर्शनों में इस पर विस्तृत विचार हुआ। ऋषियों ने ध्यान की गहनतम अवस्थाओं में सत्य को अनुभूत किया। इसके परिणामस्वरूप हिंदू धर्म के चार आधार बताए गए - ईश्वर, जीव, कर्म और पुनर्जन्म। जिस प्रकार ईश्वर का अंश जीव है - ईश्वर अंस जीव अविनासी (तुलसीदास)। उसी प्रकार कर्मबंधन का सिद्धांत भी है। यही कर्म ही सबसे महत्वपूर्ण है। कर्म के बिना कोई भी क्षण नहीं बीतता। यहां तक कि हम श्वास भी लेते हैं तो वह भी एक कर्म है। कर्म के कई भेद बताए गए हैं - संचित, प्रारब्ध और क्रियमाण कर्म। हम जो कर्म करते हैं उनके फल तुरंत भी मिल सकते हैं और भविष्य में भी। जो कर्म फल दे चुके वे समाप्त हो गए और जो शेष हैं वे संचित कर्म कहलाते हैं। यह संचित कर्म ही प्रारब्ध का निर्माण करते हैं। गीता में भगवान श्रीकृष्ण ने कर्म की गहन व्याख्या की है। कर्मण्येवाधिकारस्ते मा फलेषु कदाचन। यही कर्मयोग है। कर्म करने का अधिकार है, फल पर नहीं। कर्म का फल नियति देती है।: [416, 1080, 775, 1298]
